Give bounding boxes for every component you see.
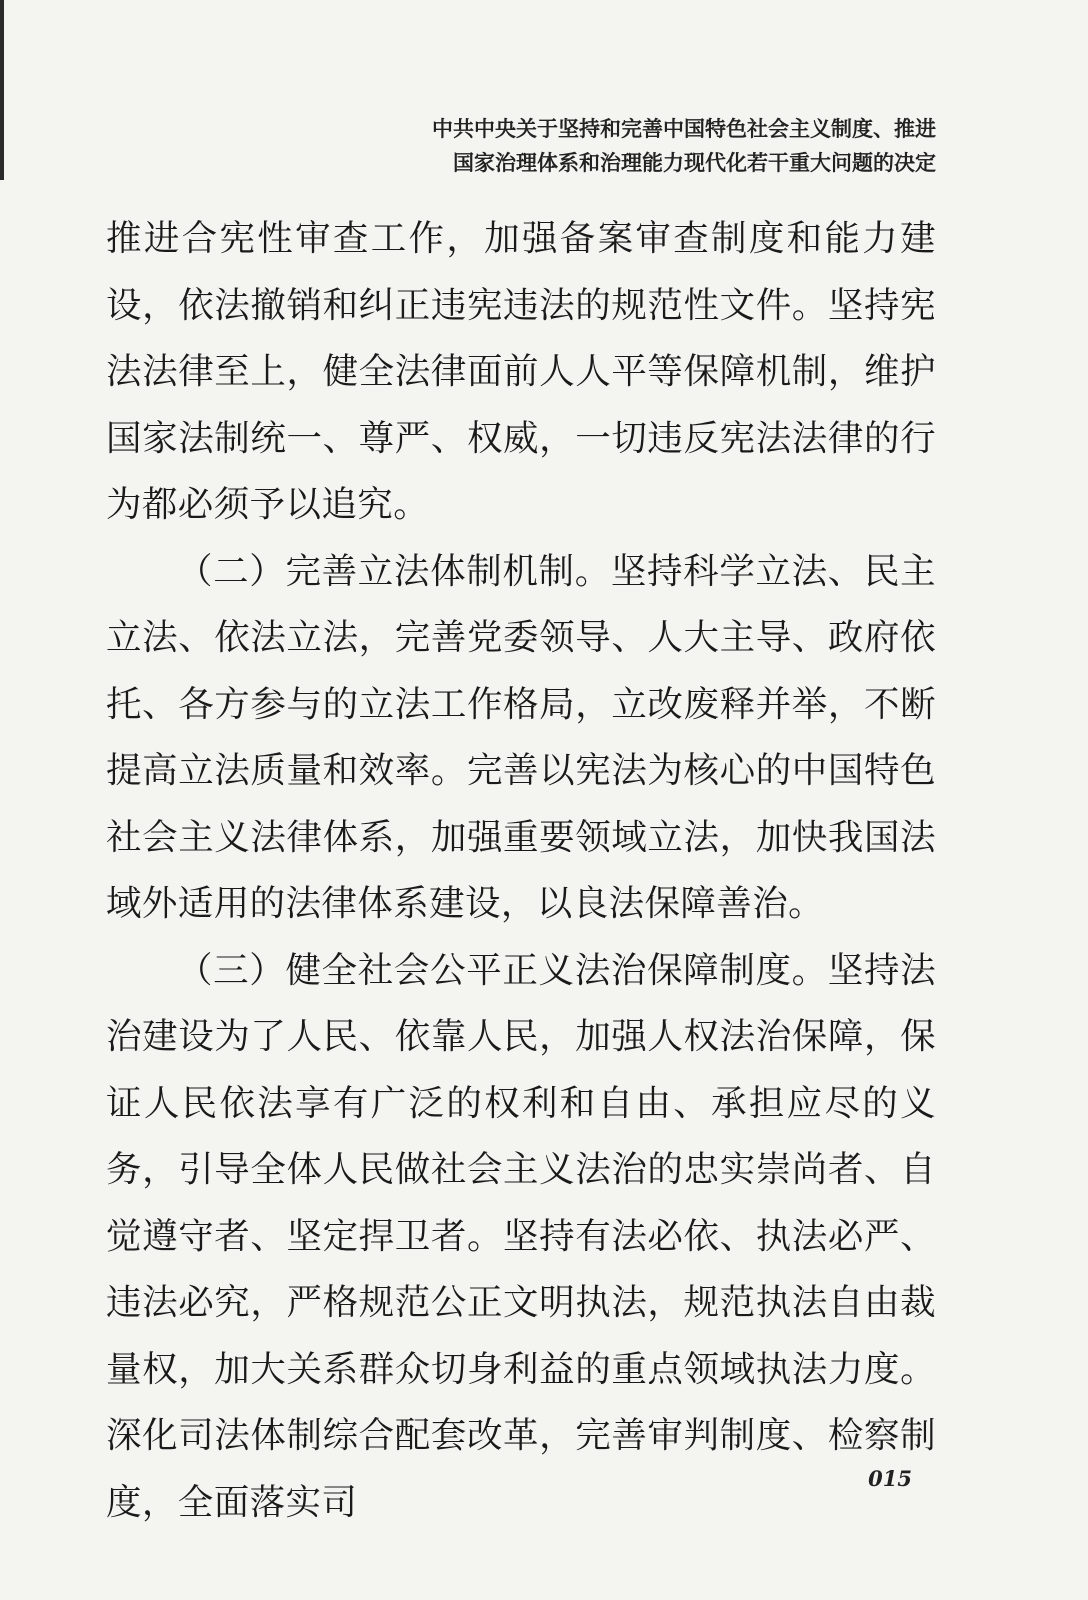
header-line-2: 国家治理体系和治理能力现代化若干重大问题的决定 — [453, 151, 936, 175]
paragraph-2: （二）完善立法体制机制。坚持科学立法、民主立法、依法立法，完善党委领导、人大主导、政府依托、各方参与的立法工作格局，立改废释并举，不断提高立法质量和效率。完善以宪法为核心的中国特色社会主义法律体系，加强重要领域立法，加快我国法域外适用的法律体系建设，以良法保障善治。 — [106, 550, 936, 924]
running-header — [432, 112, 936, 180]
body-text — [106, 206, 936, 1536]
paragraph-1: 推进合宪性审查工作，加强备案审查制度和能力建设，依法撤销和纠正违宪违法的规范性文件。坚持宪法法律至上，健全法律面前人人平等保障机制，维护国家法制统一、尊严、权威，一切违反宪法法律的行为都必须予以追究。 — [106, 218, 936, 525]
paragraph-3: （三）健全社会公平正义法治保障制度。坚持法治建设为了人民、依靠人民，加强人权法治保障，保证人民依法享有广泛的权利和自由、承担应尽的义务，引导全体人民做社会主义法治的忠实崇尚者、自觉遵守者、坚定捍卫者。坚持有法必依、执法必严、违法必究，严格规范公正文明执法，规范执法自由裁量权，加大关系群众切身利益的重点领域执法力度。深化司法体制综合配套改革，完善审判制度、检察制度，全面落实司 — [106, 949, 936, 1523]
scan-edge — [0, 0, 4, 180]
page-number: 015 — [868, 1466, 912, 1491]
header-line-1: 中共中央关于坚持和完善中国特色社会主义制度、推进 — [432, 117, 936, 141]
